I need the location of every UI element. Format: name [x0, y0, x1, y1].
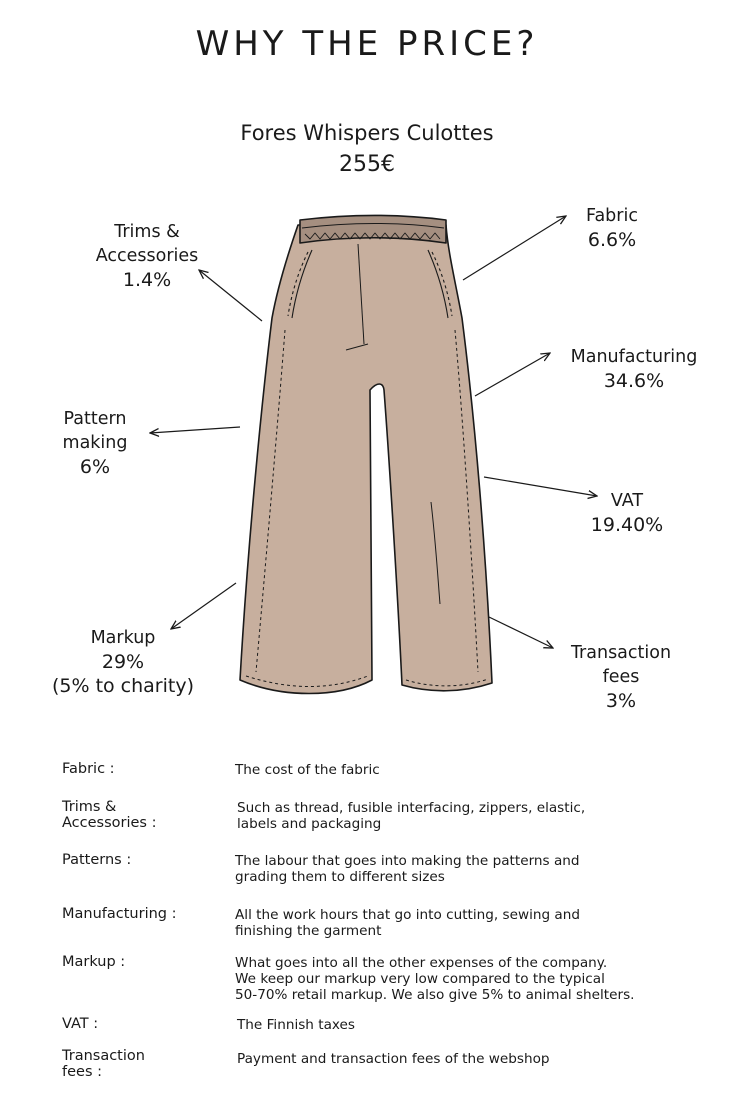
callout-trims-value: 1.4% — [122, 269, 172, 291]
callout-pattern-value: 6% — [79, 456, 111, 478]
callout-fabric-value: 6.6% — [587, 229, 637, 251]
page-title: WHY THE PRICE? — [195, 24, 539, 64]
product-price: 255€ — [339, 152, 395, 177]
callout-manufacturing-label: Manufacturing — [570, 347, 698, 367]
definition-text-manufacturing: All the work hours that go into cutting, sewing and finishing the garment — [235, 907, 581, 939]
callout-fabric — [562, 204, 662, 252]
callout-markup-note: (5% to charity) — [51, 675, 195, 697]
culottes-body — [240, 225, 492, 694]
arrow-transaction — [489, 617, 553, 648]
culottes-illustration — [240, 216, 492, 694]
callout-manufacturing — [556, 345, 712, 393]
arrow-pattern — [150, 427, 240, 433]
callout-trims-label: Trims & Accessories — [95, 222, 199, 266]
definition-term-vat: VAT : — [62, 1016, 99, 1032]
definition-term-manufacturing: Manufacturing : — [62, 906, 177, 922]
callout-transaction-label: Transaction fees — [570, 643, 672, 687]
definition-text-markup: What goes into all the other expenses of the company. We keep our markup very low compared to the typical 50-70% retail markup. We also give 5% to animal shelters. — [235, 955, 635, 1003]
definition-text-fabric: The cost of the fabric — [235, 762, 380, 778]
arrow-markup — [171, 583, 236, 629]
callout-vat-label: VAT — [610, 491, 644, 511]
definition-text-patterns: The labour that goes into making the patterns and grading them to different sizes — [235, 853, 580, 885]
definition-term-trims: Trims & Accessories : — [62, 799, 157, 831]
callout-manufacturing-value: 34.6% — [603, 370, 665, 392]
callout-vat-value: 19.40% — [590, 514, 664, 536]
definition-term-fabric: Fabric : — [62, 761, 115, 777]
definition-term-markup: Markup : — [62, 954, 126, 970]
definition-text-transaction: Payment and transaction fees of the webshop — [237, 1051, 550, 1067]
callout-pattern — [45, 407, 145, 479]
callout-pattern-label: Pattern making — [62, 409, 128, 453]
definition-term-patterns: Patterns : — [62, 852, 132, 868]
callout-markup — [40, 626, 206, 698]
callout-markup-label: Markup — [90, 628, 156, 648]
callout-vat — [572, 489, 682, 537]
callout-transaction — [556, 641, 686, 713]
definition-text-vat: The Finnish taxes — [237, 1017, 355, 1033]
callout-trims — [62, 220, 232, 292]
definition-text-trims: Such as thread, fusible interfacing, zippers, elastic, labels and packaging — [237, 800, 586, 832]
callout-fabric-label: Fabric — [586, 206, 638, 226]
arrow-fabric — [463, 216, 566, 280]
callout-markup-value: 29% — [101, 651, 145, 673]
product-name: Fores Whispers Culottes — [240, 121, 494, 145]
arrow-manufacturing — [475, 353, 550, 396]
callout-transaction-value: 3% — [605, 690, 637, 712]
definition-term-transaction: Transaction fees : — [62, 1048, 145, 1080]
